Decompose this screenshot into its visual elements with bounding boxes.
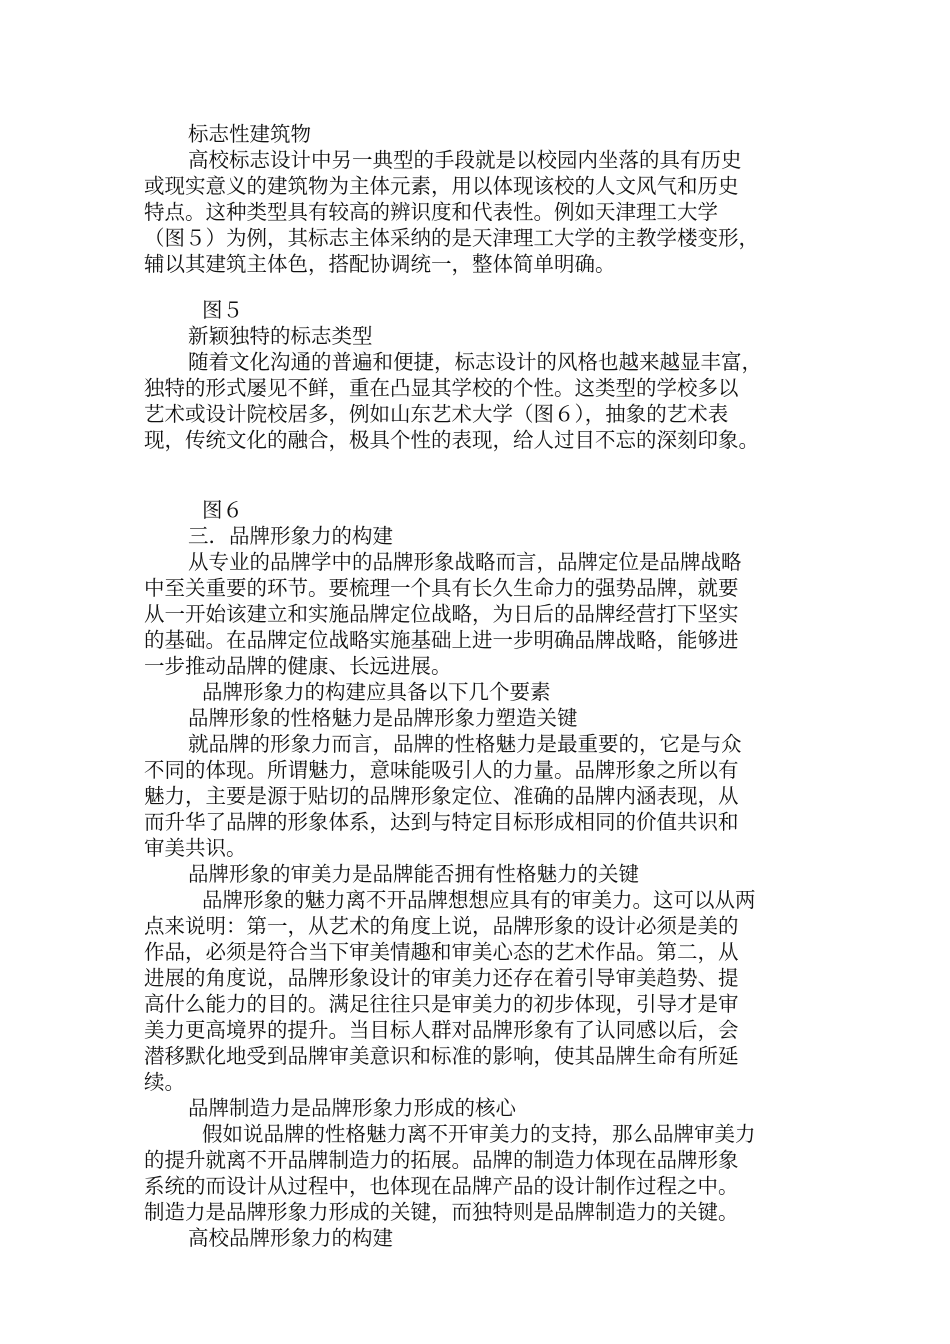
- paragraph-line: 潜移默化地受到品牌审美意识和标准的影响，使其品牌生命有所延: [144, 1044, 739, 1068]
- paragraph-line: 审美共识。: [144, 836, 247, 860]
- paragraph-line: 辅以其建筑主体色，搭配协调统一，整体简单明确。: [144, 252, 616, 276]
- paragraph-line: 的提升就离不开品牌制造力的拓展。品牌的制造力体现在品牌形象: [144, 1148, 739, 1172]
- paragraph-line: 的基础。在品牌定位战略实施基础上进一步明确品牌战略，能够进: [144, 628, 739, 652]
- figure-5-caption: 图５: [202, 298, 243, 322]
- paragraph-line: 艺术或设计院校居多，例如山东艺术大学（图６），抽象的艺术表: [144, 402, 729, 426]
- paragraph-line: 作品，必须是符合当下审美情趣和审美心态的艺术作品。第二，从: [144, 940, 739, 964]
- paragraph-line: 特点。这种类型具有较高的辨识度和代表性。例如天津理工大学: [144, 200, 718, 224]
- section-heading-3: 三．品牌形象力的构建: [188, 524, 393, 548]
- paragraph-line: 中至关重要的环节。要梳理一个具有长久生命力的强势品牌，就要: [144, 576, 739, 600]
- paragraph-line: 魅力，主要是源于贴切的品牌形象定位、准确的品牌内涵表现，从: [144, 784, 739, 808]
- paragraph-line: 高校标志设计中另一典型的手段就是以校园内坐落的具有历史: [188, 148, 742, 172]
- paragraph-line: 独特的形式屡见不鲜，重在凸显其学校的个性。这类型的学校多以: [144, 376, 739, 400]
- paragraph-line: 就品牌的形象力而言，品牌的性格魅力是最重要的，它是与众: [188, 732, 742, 756]
- subheading-elements: 品牌形象力的构建应具备以下几个要素: [202, 680, 551, 704]
- paragraph-line: 不同的体现。所谓魅力，意味能吸引人的力量。品牌形象之所以有: [144, 758, 739, 782]
- subheading-university-brand: 高校品牌形象力的构建: [188, 1226, 393, 1250]
- paragraph-line: （图５）为例，其标志主体采纳的是天津理工大学的主教学楼变形，: [144, 226, 759, 250]
- paragraph-line: 而升华了品牌的形象体系，达到与特定目标形成相同的价值共识和: [144, 810, 739, 834]
- paragraph-line: 随着文化沟通的普遍和便捷，标志设计的风格也越来越显丰富，: [188, 350, 762, 374]
- paragraph-line: 点来说明：第一，从艺术的角度上说，品牌形象的设计必须是美的: [144, 914, 739, 938]
- paragraph-line: 高什么能力的目的。满足往往只是审美力的初步体现，引导才是审: [144, 992, 739, 1016]
- paragraph-line: 品牌形象的魅力离不开品牌想想应具有的审美力。这可以从两: [202, 888, 756, 912]
- figure-6-caption: 图６: [202, 498, 243, 522]
- subheading-character-charm: 品牌形象的性格魅力是品牌形象力塑造关键: [188, 706, 578, 730]
- paragraph-line: 系统的而设计从过程中，也体现在品牌产品的设计制作过程之中。: [144, 1174, 739, 1198]
- paragraph-line: 制造力是品牌形象力形成的关键，而独特则是品牌制造力的关键。: [144, 1200, 739, 1224]
- paragraph-line: 从一开始该建立和实施品牌定位战略，为日后的品牌经营打下坚实: [144, 602, 739, 626]
- paragraph-line: 一步推动品牌的健康、长远进展。: [144, 654, 452, 678]
- paragraph-line: 美力更高境界的提升。当目标人群对品牌形象有了认同感以后，会: [144, 1018, 739, 1042]
- heading-landmark-buildings: 标志性建筑物: [188, 122, 311, 146]
- heading-novel-logo-type: 新颖独特的标志类型: [188, 324, 373, 348]
- paragraph-line: 续。: [144, 1070, 185, 1094]
- paragraph-line: 假如说品牌的性格魅力离不开审美力的支持，那么品牌审美力: [202, 1122, 756, 1146]
- subheading-manufacturing-power: 品牌制造力是品牌形象力形成的核心: [188, 1096, 516, 1120]
- paragraph-line: 进展的角度说，品牌形象设计的审美力还存在着引导审美趋势、提: [144, 966, 739, 990]
- paragraph-line: 现，传统文化的融合，极具个性的表现，给人过目不忘的深刻印象。: [144, 428, 759, 452]
- subheading-aesthetic-power: 品牌形象的审美力是品牌能否拥有性格魅力的关键: [188, 862, 639, 886]
- paragraph-line: 从专业的品牌学中的品牌形象战略而言，品牌定位是品牌战略: [188, 550, 742, 574]
- paragraph-line: 或现实意义的建筑物为主体元素，用以体现该校的人文风气和历史: [144, 174, 739, 198]
